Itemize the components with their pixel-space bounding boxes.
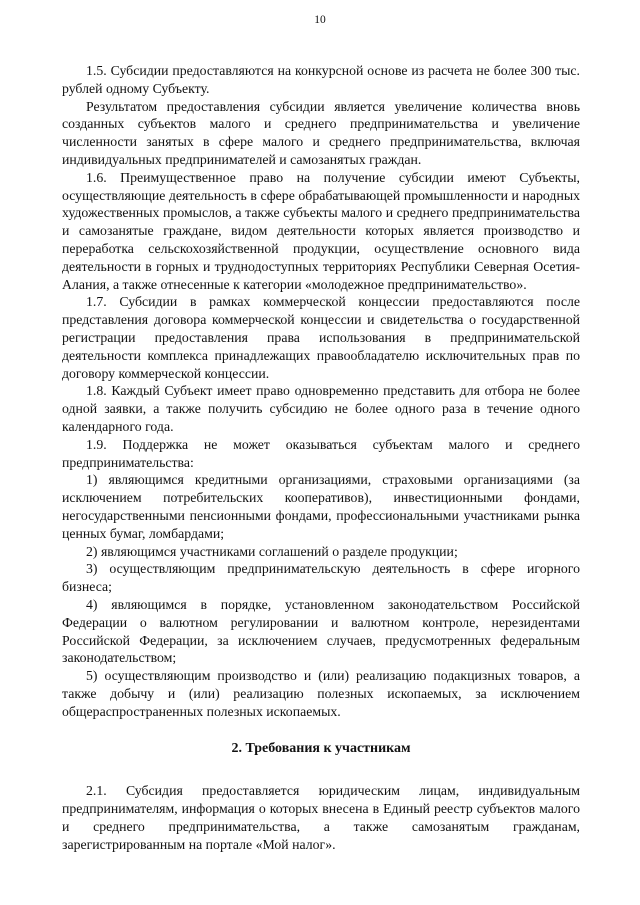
paragraph-1-6: 1.6. Преимущественное право на получение субсидии имеют Субъекты, осуществляющие деятельность в сфере обрабатывающей промышленности и народных художественных промыслов, а также субъекты малого и среднего предпринимательства и самозанятые граждане, видом деятельности которых является производство и переработка сельскохозяйственной продукции, осуществление основного вида деятельности в горных и труднодоступных территориях Республики Северная Осетия-Алания, а также отнесенные к категории «молодежное предпринимательство». [62, 169, 580, 292]
paragraph-result: Результатом предоставления субсидии является увеличение количества вновь созданных субъектов малого и среднего предпринимательства и увеличение численности занятых в сфере малого и среднего предпринимательства, включая индивидуальных предпринимателей и самозанятых граждан. [62, 98, 580, 167]
page-number: 10 [314, 14, 326, 26]
section-2-heading: 2. Требования к участникам [231, 741, 411, 757]
paragraph-2-1: 2.1. Субсидия предоставляется юридическим лицам, индивидуальным предпринимателям, информация о которых внесена в Единый реестр субъектов малого и среднего предпринимательства, а также самозанятым гражданам, зарегистрированным на портале «Мой налог». [62, 783, 580, 852]
list-item-5: 5) осуществляющим производство и (или) реализацию подакцизных товаров, а также добычу и (или) реализацию полезных ископаемых, за исключением общераспространенных полезных ископаемых. [62, 668, 580, 719]
list-item-3: 3) осуществляющим предпринимательскую деятельность в сфере игорного бизнеса; [62, 561, 580, 595]
document-body [62, 62, 580, 853]
list-item-1: 1) являющимся кредитными организациями, страховыми организациями (за исключением потребительских кооперативов), инвестиционными фондами, негосударственными пенсионными фондами, профессиональными участниками рынка ценных бумаг, ломбардами; [62, 472, 580, 541]
list-item-2: 2) являющимся участниками соглашений о разделе продукции; [86, 543, 458, 559]
paragraph-1-8: 1.8. Каждый Субъект имеет право одновременно представить для отбора не более одной заявки, а также получить субсидию не более одного раза в течение одного календарного года. [62, 383, 580, 434]
paragraph-1-9: 1.9. Поддержка не может оказываться субъектам малого и среднего предпринимательства: [62, 436, 580, 470]
list-item-4: 4) являющимся в порядке, установленном законодательством Российской Федерации о валютном регулировании и валютном контроле, нерезидентами Российской Федерации, за исключением случаев, предусмотренных федеральным законодательством; [62, 596, 580, 666]
paragraph-1-5: 1.5. Субсидии предоставляются на конкурсной основе из расчета не более 300 тыс. рублей одному Субъекту. [62, 63, 580, 96]
paragraph-1-7: 1.7. Субсидии в рамках коммерческой концессии предоставляются после представления договора коммерческой концессии и свидетельства о государственной регистрации предоставления права использования в предпринимательской деятельности комплекса принадлежащих правообладателю исключительных прав по договору коммерческой концессии. [62, 294, 580, 381]
